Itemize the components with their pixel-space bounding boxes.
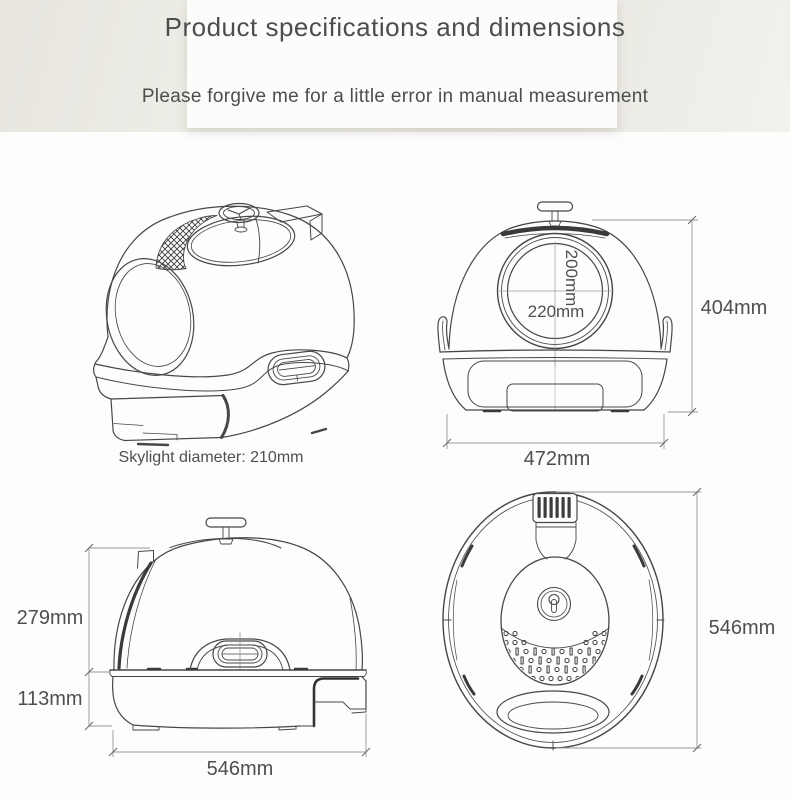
skylight-width-label: 220mm bbox=[527, 302, 585, 321]
front-width-label: 472mm bbox=[523, 448, 591, 470]
page-title: Product specifications and dimensions bbox=[164, 12, 626, 42]
page-subtitle: Please forgive me for a little error in manual measurement bbox=[141, 86, 649, 107]
top-length-label: 546mm bbox=[708, 617, 776, 639]
front-view-drawing bbox=[430, 185, 780, 475]
side-base-height-label: 113mm bbox=[17, 688, 83, 710]
skylight-diameter-caption: Skylight diameter: 210mm bbox=[118, 449, 304, 466]
side-length-label: 546mm bbox=[206, 758, 274, 780]
perspective-view-drawing bbox=[60, 190, 390, 475]
top-view-drawing bbox=[430, 480, 790, 770]
side-view-drawing bbox=[0, 510, 420, 790]
side-hood-height-label: 279mm bbox=[16, 607, 84, 629]
skylight-height-label: 200mm bbox=[562, 249, 581, 307]
front-height-label: 404mm bbox=[700, 297, 768, 319]
